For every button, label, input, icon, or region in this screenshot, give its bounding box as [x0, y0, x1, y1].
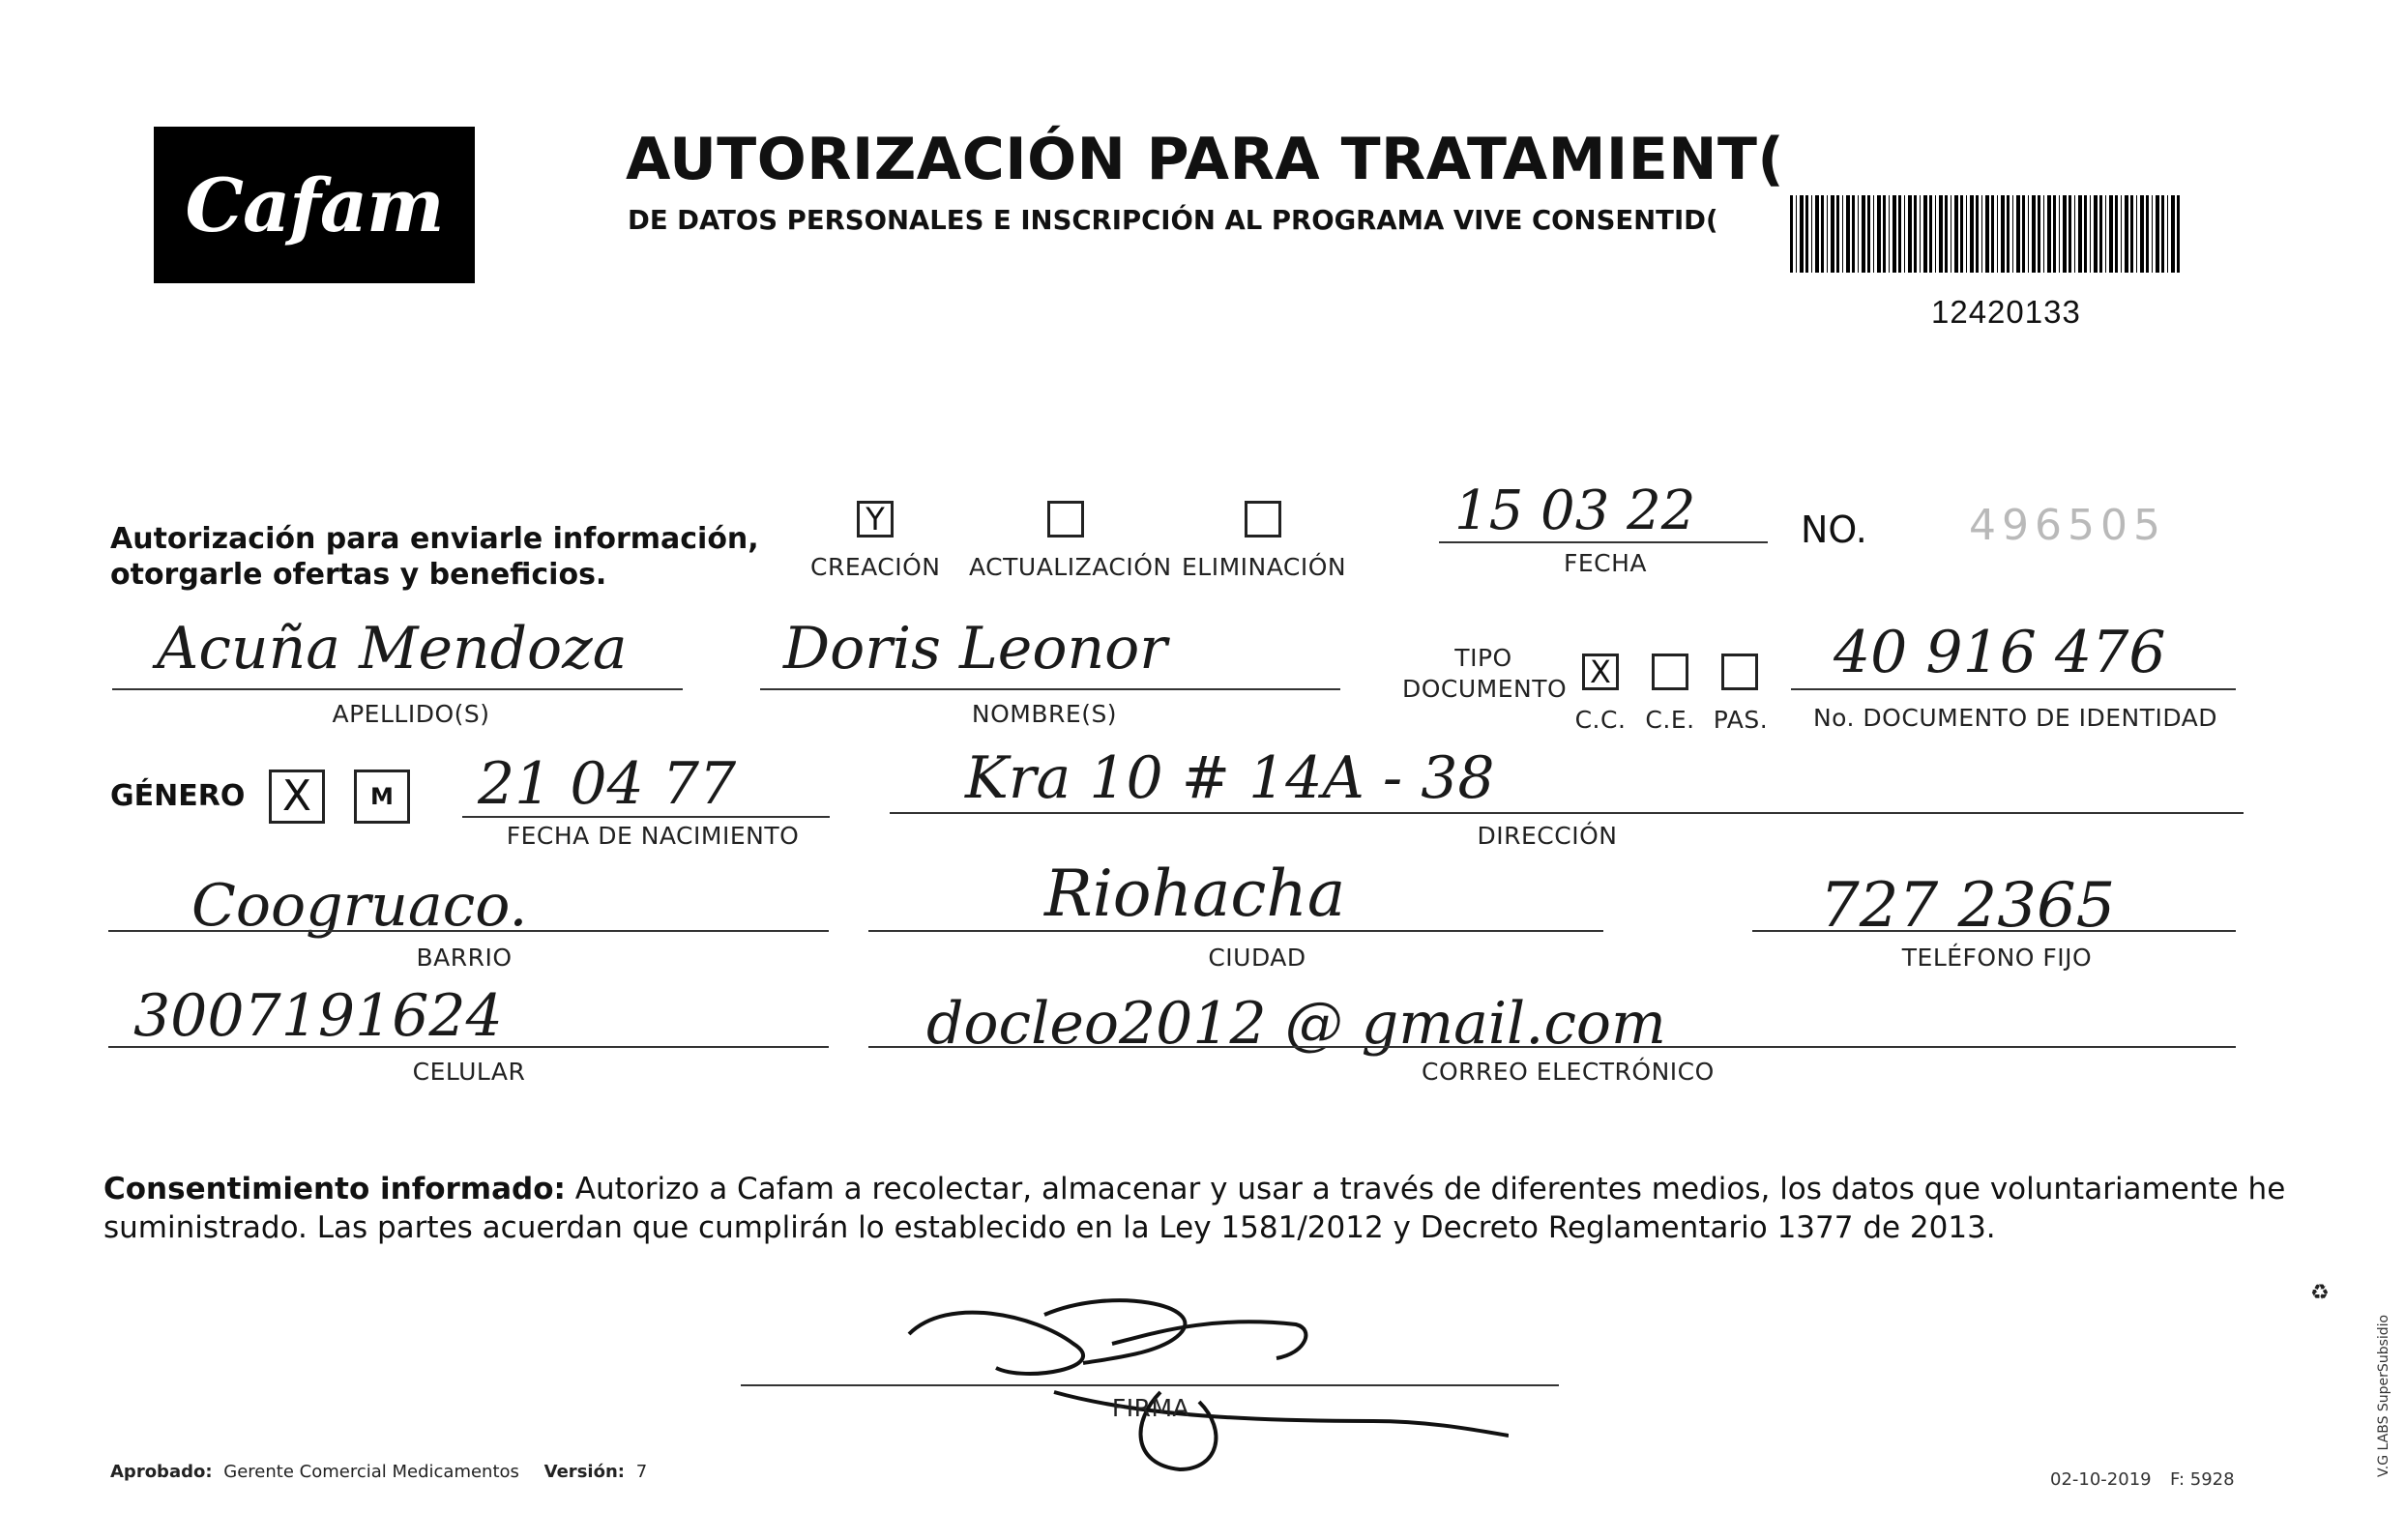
- creacion-checkbox[interactable]: Y: [857, 501, 894, 538]
- documento-value[interactable]: 40 916 476: [1834, 619, 2166, 686]
- actualizacion-label: ACTUALIZACIÓN: [969, 553, 1172, 581]
- genero-m-label: M: [370, 783, 394, 810]
- tipo-doc-ce-label: C.E.: [1645, 706, 1695, 734]
- barcode: [1790, 195, 2183, 273]
- telefono-value[interactable]: 727 2365: [1820, 870, 2116, 942]
- consent-paragraph: [103, 1170, 2328, 1247]
- aprobado-value: Gerente Comercial Medicamentos: [223, 1462, 519, 1482]
- celular-value[interactable]: 3007191624: [133, 982, 503, 1050]
- correo-label: CORREO ELECTRÓNICO: [1422, 1058, 1715, 1086]
- authorization-intro-line2: otorgarle ofertas y beneficios.: [110, 558, 607, 592]
- apellidos-value[interactable]: Acuña Mendoza: [157, 615, 628, 683]
- footer-approval: [110, 1462, 647, 1482]
- barrio-value[interactable]: Coogruaco.: [191, 872, 528, 940]
- actualizacion-checkbox[interactable]: [1047, 501, 1084, 538]
- barcode-number: 12420133: [1931, 294, 2081, 330]
- fecha-value[interactable]: 15 03 22: [1454, 479, 1696, 542]
- signature-drawing: [890, 1276, 1509, 1479]
- documento-label: No. DOCUMENTO DE IDENTIDAD: [1812, 704, 2218, 732]
- consent-line1: Autorizo a Cafam a recolectar, almacenar y usar a través de diferentes medios, los datos que voluntariamente he: [565, 1172, 2286, 1206]
- ciudad-label: CIUDAD: [1208, 944, 1306, 972]
- form-title: AUTORIZACIÓN PARA TRATAMIENT(: [626, 126, 1785, 193]
- tipo-doc-pas-checkbox[interactable]: [1721, 654, 1758, 690]
- celular-label: CELULAR: [412, 1058, 526, 1086]
- apellidos-label: APELLIDO(S): [332, 700, 490, 728]
- version-value: 7: [635, 1462, 648, 1482]
- genero-f-checkbox[interactable]: X: [269, 770, 325, 824]
- genero-m-checkbox[interactable]: [354, 770, 410, 824]
- no-label: NO.: [1801, 508, 1867, 551]
- tipo-documento-label-1: TIPO: [1454, 644, 1512, 672]
- barrio-label: BARRIO: [416, 944, 513, 972]
- nombres-label: NOMBRE(S): [971, 700, 1118, 728]
- authorization-intro-line1: Autorización para enviarle información,: [110, 522, 759, 556]
- telefono-label: TELÉFONO FIJO: [1901, 944, 2093, 972]
- tipo-doc-ce-checkbox[interactable]: [1652, 654, 1688, 690]
- direccion-label: DIRECCIÓN: [1477, 822, 1618, 850]
- signature-label: FIRMA: [1111, 1394, 1190, 1422]
- tipo-doc-cc-checkbox[interactable]: X: [1582, 654, 1619, 690]
- eliminacion-label: ELIMINACIÓN: [1182, 553, 1347, 581]
- aprobado-label: Aprobado:: [110, 1462, 213, 1482]
- consent-heading: Consentimiento informado:: [103, 1172, 566, 1206]
- footer-date-code: 02-10-2019: [2050, 1469, 2152, 1490]
- nacimiento-label: FECHA DE NACIMIENTO: [506, 822, 800, 850]
- tipo-doc-cc-label: C.C.: [1574, 706, 1627, 734]
- recycle-icon: ♻: [2310, 1281, 2330, 1305]
- fecha-label: FECHA: [1563, 549, 1648, 577]
- eliminacion-checkbox[interactable]: [1245, 501, 1281, 538]
- no-value: 496505: [1969, 501, 2166, 550]
- direccion-value[interactable]: Kra 10 # 14A - 38: [965, 744, 1495, 812]
- creacion-label: CREACIÓN: [810, 553, 941, 581]
- side-vertical-text: V.G LABS SuperSubsidio: [2376, 1314, 2391, 1477]
- genero-label: GÉNERO: [110, 779, 246, 813]
- tipo-doc-pas-label: PAS.: [1713, 706, 1769, 734]
- version-label: Versión:: [543, 1462, 625, 1482]
- tipo-documento-label-2: DOCUMENTO: [1402, 675, 1568, 703]
- form-subtitle: DE DATOS PERSONALES E INSCRIPCIÓN AL PROGRAMA VIVE CONSENTID(: [628, 205, 1718, 236]
- correo-value[interactable]: docleo2012 @ gmail.com: [926, 990, 1666, 1058]
- footer-f-code: F: 5928: [2170, 1469, 2235, 1490]
- logo-text: Cafam: [185, 161, 444, 248]
- nombres-value[interactable]: Doris Leonor: [783, 615, 1167, 683]
- cafam-logo: [154, 127, 475, 283]
- nacimiento-value[interactable]: 21 04 77: [478, 750, 737, 818]
- consent-line2: suministrado. Las partes acuerdan que cumplirán lo establecido en la Ley 1581/2012 y Decreto Reglamentario 1377 de 2013.: [103, 1210, 1996, 1245]
- ciudad-value[interactable]: Riohacha: [1044, 857, 1346, 931]
